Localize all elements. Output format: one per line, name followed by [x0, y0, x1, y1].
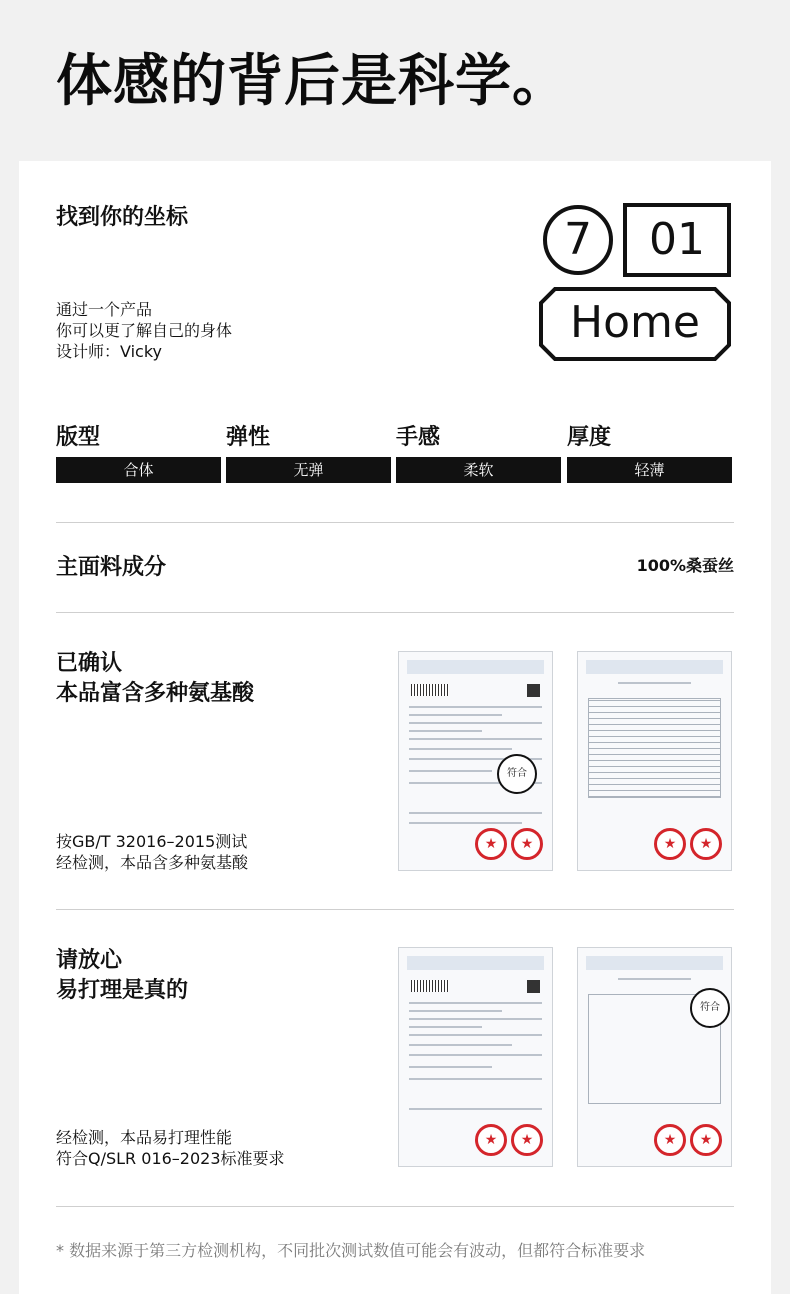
intro-line: 通过一个产品: [56, 300, 153, 319]
attribute-thickness: [567, 423, 732, 483]
red-stamp-icon: [654, 828, 686, 860]
intro-title: 找到你的坐标: [56, 205, 189, 230]
footnote: * 数据来源于第三方检测机构，不同批次测试数值可能会有波动，但都符合标准要求: [56, 1241, 646, 1260]
attribute-label: 手感: [396, 425, 441, 450]
fabric-value: 100%桑蚕丝: [636, 556, 734, 575]
care-desc-line: 符合Q/SLR 016–2023标准要求: [56, 1149, 285, 1168]
intro-line: 你可以更了解自己的身体: [56, 321, 233, 340]
red-stamp-icon: [475, 828, 507, 860]
page-headline: 体感的背后是科学。: [56, 49, 569, 114]
divider: [56, 909, 734, 910]
divider: [56, 612, 734, 613]
red-stamp-icon: [654, 1124, 686, 1156]
red-stamp-icon: [690, 1124, 722, 1156]
care-description: [56, 1127, 285, 1169]
amino-title: [56, 649, 254, 709]
attribute-label: 厚度: [567, 425, 612, 450]
amino-title-line: 已确认: [56, 651, 123, 676]
red-stamp-icon: [690, 828, 722, 860]
amino-description: [56, 831, 248, 873]
divider: [56, 522, 734, 523]
care-desc-line: 经检测，本品易打理性能: [56, 1128, 233, 1147]
content-card: [19, 161, 771, 1294]
care-title-line: 易打理是真的: [56, 978, 189, 1003]
approved-seal: 符合: [497, 754, 537, 794]
logo-word: Home: [570, 297, 700, 348]
attribute-label: 弹性: [226, 425, 271, 450]
intro-line: 设计师：Vicky: [56, 342, 163, 361]
attribute-value: 柔软: [396, 457, 561, 483]
amino-title-line: 本品富含多种氨基酸: [56, 681, 255, 706]
amino-desc-line: 经检测，本品含多种氨基酸: [56, 853, 249, 872]
attribute-value: 无弹: [226, 457, 391, 483]
intro-text: [56, 299, 232, 362]
care-title-line: 请放心: [56, 948, 123, 973]
attribute-feel: [396, 423, 561, 483]
logo-number: 7: [543, 205, 613, 275]
red-stamp-icon: [511, 828, 543, 860]
approved-seal: 符合: [690, 988, 730, 1028]
care-test-appendix: [577, 947, 732, 1167]
logo-home-badge: [539, 287, 731, 361]
amino-desc-line: 按GB/T 32016–2015测试: [56, 832, 248, 851]
divider: [56, 1206, 734, 1207]
attribute-label: 版型: [56, 425, 101, 450]
attribute-value: 轻薄: [567, 457, 732, 483]
amino-test-appendix: [577, 651, 732, 871]
care-title: [56, 946, 188, 1006]
amino-test-report: [398, 651, 553, 871]
attribute-value: 合体: [56, 457, 221, 483]
attribute-elasticity: [226, 423, 391, 483]
red-stamp-icon: [475, 1124, 507, 1156]
logo-code: 01: [623, 203, 731, 277]
attribute-fit: [56, 423, 221, 483]
red-stamp-icon: [511, 1124, 543, 1156]
care-test-report: [398, 947, 553, 1167]
fabric-label: 主面料成分: [56, 555, 167, 580]
